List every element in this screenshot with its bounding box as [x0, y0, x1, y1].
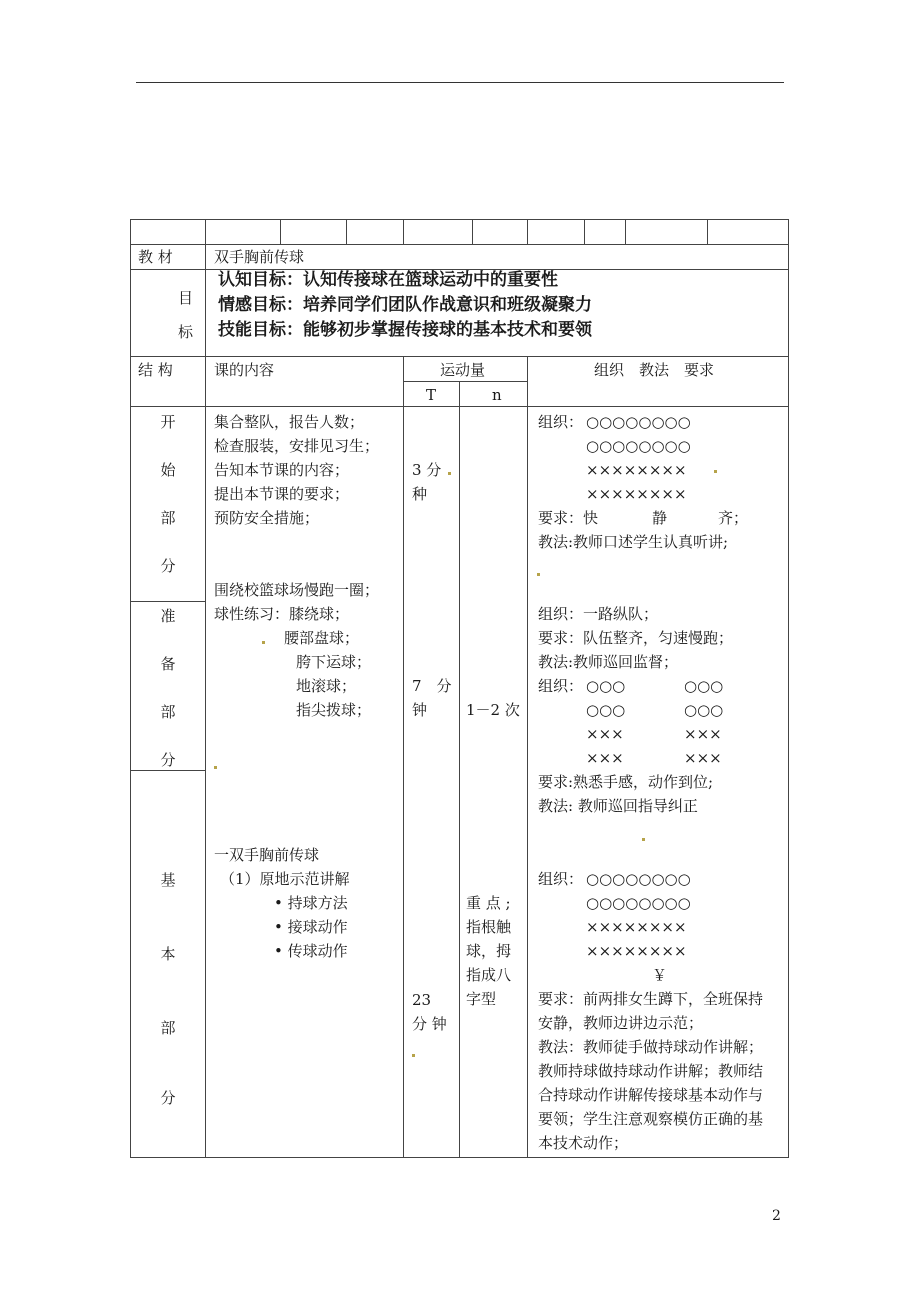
prep-ball-practice: 球性练习：膝绕球； — [214, 605, 350, 623]
basic-subtitle: （1）原地示范讲解 — [220, 870, 350, 888]
basic-key-point: 球，拇 — [466, 942, 512, 960]
prep-req-1: 要求：队伍整齐，匀速慢跑； — [538, 629, 734, 647]
column-divider — [403, 219, 404, 244]
scan-artifact — [448, 472, 451, 475]
column-divider — [346, 219, 347, 244]
start-requirement: 要求：快 — [538, 509, 599, 527]
prep-label: 部 — [160, 703, 176, 721]
formation-row: ○○○○○○○○ — [586, 870, 691, 888]
material-value: 双手胸前传球 — [214, 248, 305, 266]
scan-artifact — [262, 641, 265, 644]
column-divider — [472, 219, 473, 244]
prep-method-2: 教法: 教师巡回指导纠正 — [538, 797, 698, 815]
prep-exercise: 腰部盘球； — [284, 629, 360, 647]
column-divider — [584, 219, 585, 244]
header-structure: 结 构 — [138, 361, 173, 379]
goal-skill: 技能目标：能够初步掌握传接球的基本技术和要领 — [218, 320, 592, 340]
basic-bullet: • 接球动作 — [274, 918, 348, 936]
basic-text-line: 要领；学生注意观察模仿正确的基 — [538, 1110, 764, 1128]
formation-left: ○○○ — [586, 677, 626, 695]
start-content-item: 告知本节课的内容； — [214, 461, 350, 479]
basic-title: 一双手胸前传球 — [214, 846, 320, 864]
formation-right: ××× — [684, 725, 722, 743]
prep-exercise: 胯下运球； — [296, 653, 372, 671]
prep-label: 备 — [160, 655, 176, 673]
prep-label: 分 — [160, 751, 176, 769]
row-divider — [130, 356, 789, 357]
scan-artifact — [214, 766, 217, 769]
formation-row: ×××××××× — [586, 942, 687, 960]
scan-artifact — [642, 838, 645, 841]
basic-bullet: • 持球方法 — [274, 894, 348, 912]
start-time-unit: 种 — [412, 485, 428, 503]
column-divider — [527, 219, 528, 244]
teacher-position-mark: ￥ — [652, 966, 668, 984]
basic-key-point: 指根触 — [466, 918, 512, 936]
start-label: 部 — [160, 509, 176, 527]
prep-req-2: 要求:熟悉手感，动作到位; — [538, 773, 714, 791]
row-divider — [130, 601, 206, 602]
basic-label: 本 — [160, 945, 176, 963]
header-org: 组织 教法 要求 — [594, 361, 715, 379]
prep-repetitions: 1－2 次 — [466, 701, 520, 719]
column-divider — [205, 219, 206, 1158]
table-border-top — [130, 219, 789, 220]
goal-emotional: 情感目标：培养同学们团队作战意识和班级凝聚力 — [218, 295, 592, 315]
basic-key-point: 重 点 ; — [466, 894, 511, 912]
scan-artifact — [537, 573, 540, 576]
prep-exercise: 地滚球； — [296, 677, 357, 695]
basic-label: 部 — [160, 1019, 176, 1037]
scan-artifact — [714, 470, 717, 473]
start-org-prefix: 组织： — [538, 413, 584, 431]
prep-label: 准 — [160, 607, 176, 625]
header-t: T — [426, 386, 437, 404]
goal-cognitive: 认知目标：认知传接球在篮球运动中的重要性 — [218, 270, 558, 290]
start-requirement-3: 齐； — [718, 509, 749, 527]
basic-label: 分 — [160, 1089, 176, 1107]
start-label: 始 — [160, 461, 176, 479]
prep-time: 7 分 — [412, 677, 452, 695]
start-label: 分 — [160, 557, 176, 575]
header-content: 课的内容 — [214, 361, 275, 379]
column-divider — [459, 381, 460, 1158]
basic-text-line: 安静，教师边讲边示范； — [538, 1014, 704, 1032]
formation-right: ××× — [684, 749, 722, 767]
header-load: 运动量 — [440, 361, 486, 379]
basic-text-line: 合持球动作讲解传接球基本动作与 — [538, 1086, 764, 1104]
formation-left: ××× — [586, 725, 624, 743]
column-divider — [403, 356, 404, 1158]
prep-org-2-prefix: 组织： — [538, 677, 584, 695]
formation-left: ××× — [586, 749, 624, 767]
basic-key-point: 字型 — [466, 990, 497, 1008]
start-requirement-2: 静 — [652, 509, 668, 527]
prep-exercise: 指尖拨球； — [296, 701, 372, 719]
start-content-item: 预防安全措施； — [214, 509, 320, 527]
formation-right: ○○○ — [684, 677, 724, 695]
basic-bullet: • 传球动作 — [274, 942, 348, 960]
goals-label-top: 目 — [178, 289, 194, 307]
basic-text-line: 本技术动作； — [538, 1134, 629, 1152]
start-content-item: 检查服装，安排见习生； — [214, 437, 380, 455]
header-rule — [136, 82, 784, 83]
table-border-bottom — [130, 1157, 789, 1158]
formation-row: ○○○○○○○○ — [586, 894, 691, 912]
table-border-right — [788, 219, 789, 1158]
start-method: 教法:教师口述学生认真听讲; — [538, 533, 729, 551]
scan-artifact — [412, 1054, 415, 1057]
start-label: 开 — [160, 413, 176, 431]
basic-text-line: 教师持球做持球动作讲解；教师结 — [538, 1062, 764, 1080]
formation-row: ○○○○○○○○ — [586, 413, 691, 431]
basic-org-prefix: 组织： — [538, 870, 584, 888]
formation-row: ×××××××× — [586, 485, 687, 503]
formation-row: ○○○○○○○○ — [586, 437, 691, 455]
column-divider — [280, 219, 281, 244]
basic-text-line: 要求：前两排女生蹲下，全班保持 — [538, 990, 764, 1008]
basic-key-point: 指成八 — [466, 966, 512, 984]
basic-time-unit: 分 钟 — [412, 1015, 447, 1033]
column-divider — [625, 219, 626, 244]
header-n: n — [492, 386, 502, 404]
prep-org-1: 组织：一路纵队； — [538, 605, 659, 623]
formation-right: ○○○ — [684, 701, 724, 719]
column-divider — [707, 219, 708, 244]
formation-left: ○○○ — [586, 701, 626, 719]
basic-time: 23 — [412, 991, 432, 1009]
column-divider — [527, 356, 528, 1158]
prep-run: 围绕校篮球场慢跑一圈； — [214, 581, 380, 599]
row-divider — [130, 406, 789, 407]
prep-time-unit: 钟 — [412, 701, 428, 719]
start-content-item: 提出本节课的要求； — [214, 485, 350, 503]
start-time: 3 分 — [412, 461, 442, 479]
page-number: 2 — [772, 1208, 781, 1224]
basic-label: 基 — [160, 871, 176, 889]
start-content-item: 集合整队，报告人数； — [214, 413, 365, 431]
formation-row: ×××××××× — [586, 461, 687, 479]
prep-method-1: 教法:教师巡回监督； — [538, 653, 679, 671]
goals-label-bottom: 标 — [178, 323, 194, 341]
basic-text-line: 教法：教师徒手做持球动作讲解； — [538, 1038, 764, 1056]
formation-row: ×××××××× — [586, 918, 687, 936]
material-label: 教 材 — [138, 248, 173, 266]
